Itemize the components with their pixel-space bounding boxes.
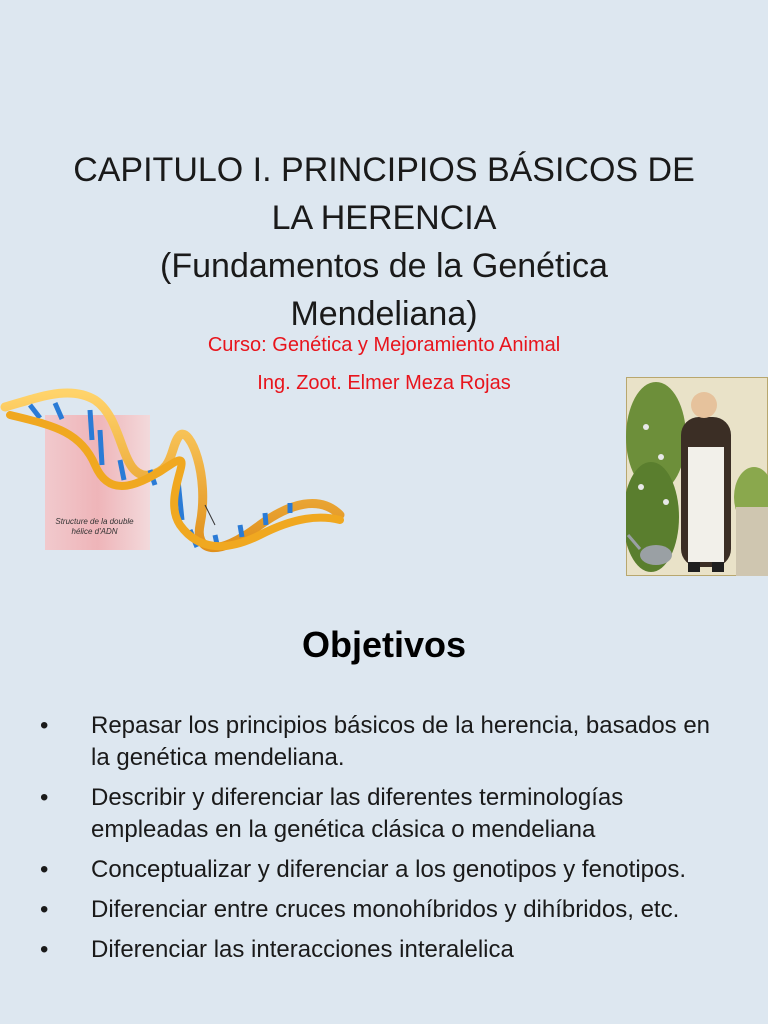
title-line: Mendeliana) [290,295,478,333]
list-item [0,854,768,886]
list-item [0,710,768,774]
bullet-icon: • [40,936,49,963]
bullet-icon: • [40,784,49,811]
bullet-text: Diferenciar las interacciones interalelica [91,936,514,963]
objectives-heading: Objetivos [301,624,467,665]
list-item [0,894,768,926]
course-subtitle: Curso: Genética y Mejoramiento Animal [207,334,561,356]
bullet-icon: • [40,712,49,739]
bullet-text: Diferenciar entre cruces monohíbridos y dihíbridos, etc. [91,896,680,923]
title-line: (Fundamentos de la Genética [160,247,608,285]
author-subtitle: Ing. Zoot. Elmer Meza Rojas [257,372,511,394]
bullet-text: Repasar los principios básicos de la herencia, basados en la genética mendeliana. [91,712,711,771]
dna-helix-illustration [0,385,345,570]
mendel-portrait-image [626,377,768,576]
title-line: LA HERENCIA [271,199,497,237]
bullet-text: Conceptualizar y diferenciar a los genotipos y fenotipos. [91,856,687,883]
dna-caption: Structure de la double hélice d'ADN [55,517,134,536]
list-item [0,782,768,846]
list-item [0,934,768,966]
bullet-icon: • [40,856,49,883]
title-line: CAPITULO I. PRINCIPIOS BÁSICOS DE [73,151,695,189]
bullet-icon: • [40,896,49,923]
objectives-slide [0,600,768,1024]
slide-title [60,146,708,338]
bullet-text: Describir y diferenciar las diferentes terminologías empleadas en la genética clásica o mendeliana [91,784,624,843]
objectives-list [0,710,768,974]
